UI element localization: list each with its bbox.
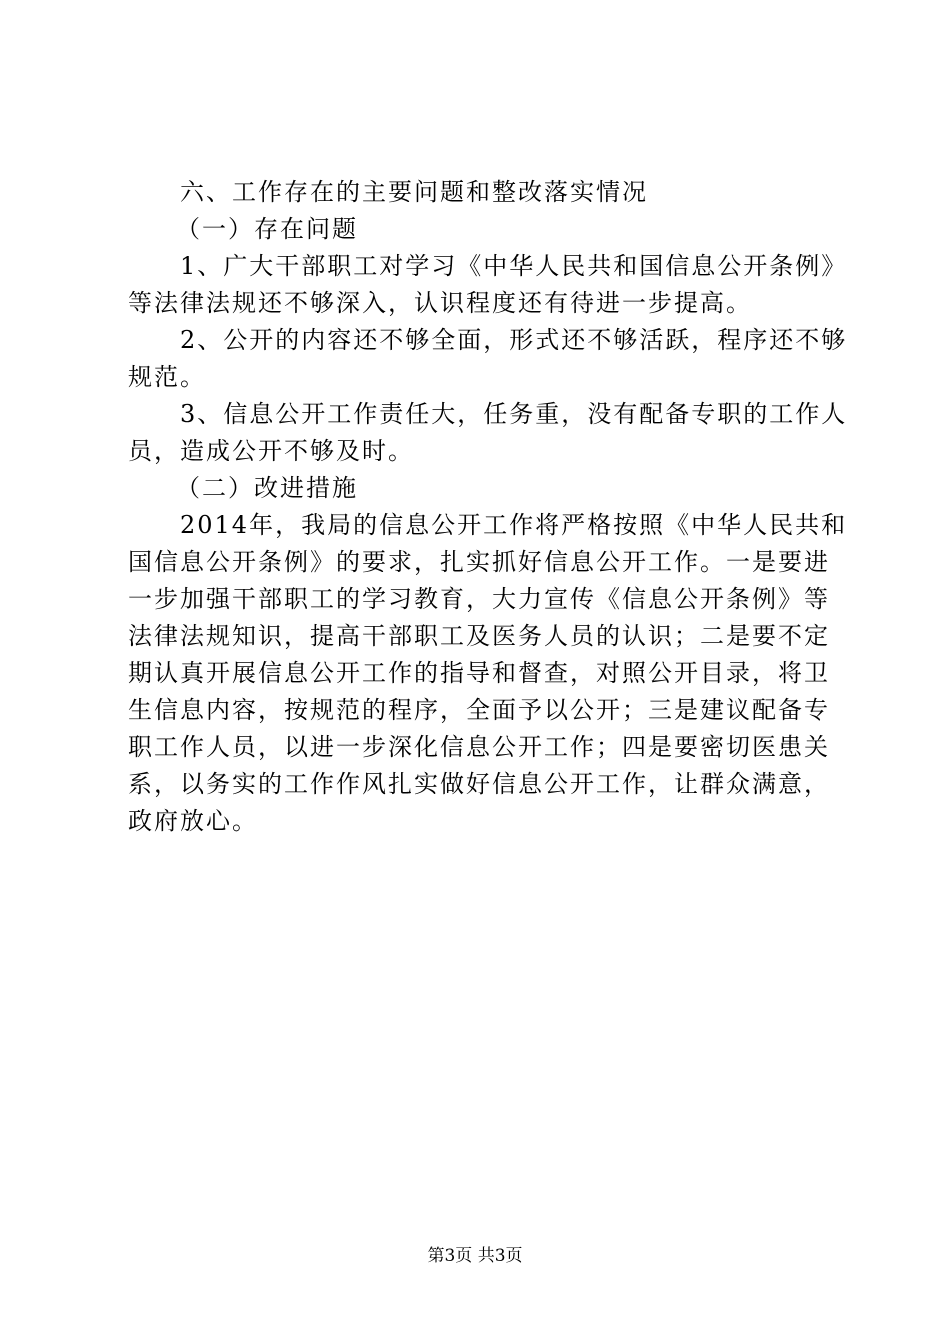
paragraph-line: 生信息内容，按规范的程序，全面予以公开；三是建议配备专 <box>128 696 830 724</box>
subsection-heading: （一）存在问题 <box>176 215 358 243</box>
paragraph-line: 国信息公开条例》的要求，扎实抓好信息公开工作。一是要进 <box>128 548 830 576</box>
paragraph-line: 职工作人员，以进一步深化信息公开工作；四是要密切医患关 <box>128 733 830 761</box>
paragraph-line: 2、公开的内容还不够全面，形式还不够活跃，程序还不够 <box>180 326 848 354</box>
paragraph-line: 3、信息公开工作责任大，任务重，没有配备专职的工作人 <box>180 400 848 428</box>
page-number: 第3页 共3页 <box>427 1246 523 1266</box>
section-heading: 六、工作存在的主要问题和整改落实情况 <box>180 178 648 206</box>
paragraph-line: 规范。 <box>128 363 206 391</box>
paragraph-line: 等法律法规还不够深入，认识程度还有待进一步提高。 <box>128 289 752 317</box>
paragraph-line: 一步加强干部职工的学习教育，大力宣传《信息公开条例》等 <box>128 585 830 613</box>
paragraph-line: 法律法规知识，提高干部职工及医务人员的认识；二是要不定 <box>128 622 830 650</box>
paragraph-line: 1、广大干部职工对学习《中华人民共和国信息公开条例》 <box>180 252 848 280</box>
paragraph-line: 系，以务实的工作作风扎实做好信息公开工作，让群众满意， <box>128 770 830 798</box>
subsection-heading: （二）改进措施 <box>176 474 358 502</box>
paragraph-line: 员，造成公开不够及时。 <box>128 437 414 465</box>
paragraph-line: 政府放心。 <box>128 807 258 835</box>
paragraph-line: 2014年，我局的信息公开工作将严格按照《中华人民共和 <box>180 511 848 539</box>
document-body <box>128 174 848 840</box>
paragraph-line: 期认真开展信息公开工作的指导和督查，对照公开目录，将卫 <box>128 659 830 687</box>
